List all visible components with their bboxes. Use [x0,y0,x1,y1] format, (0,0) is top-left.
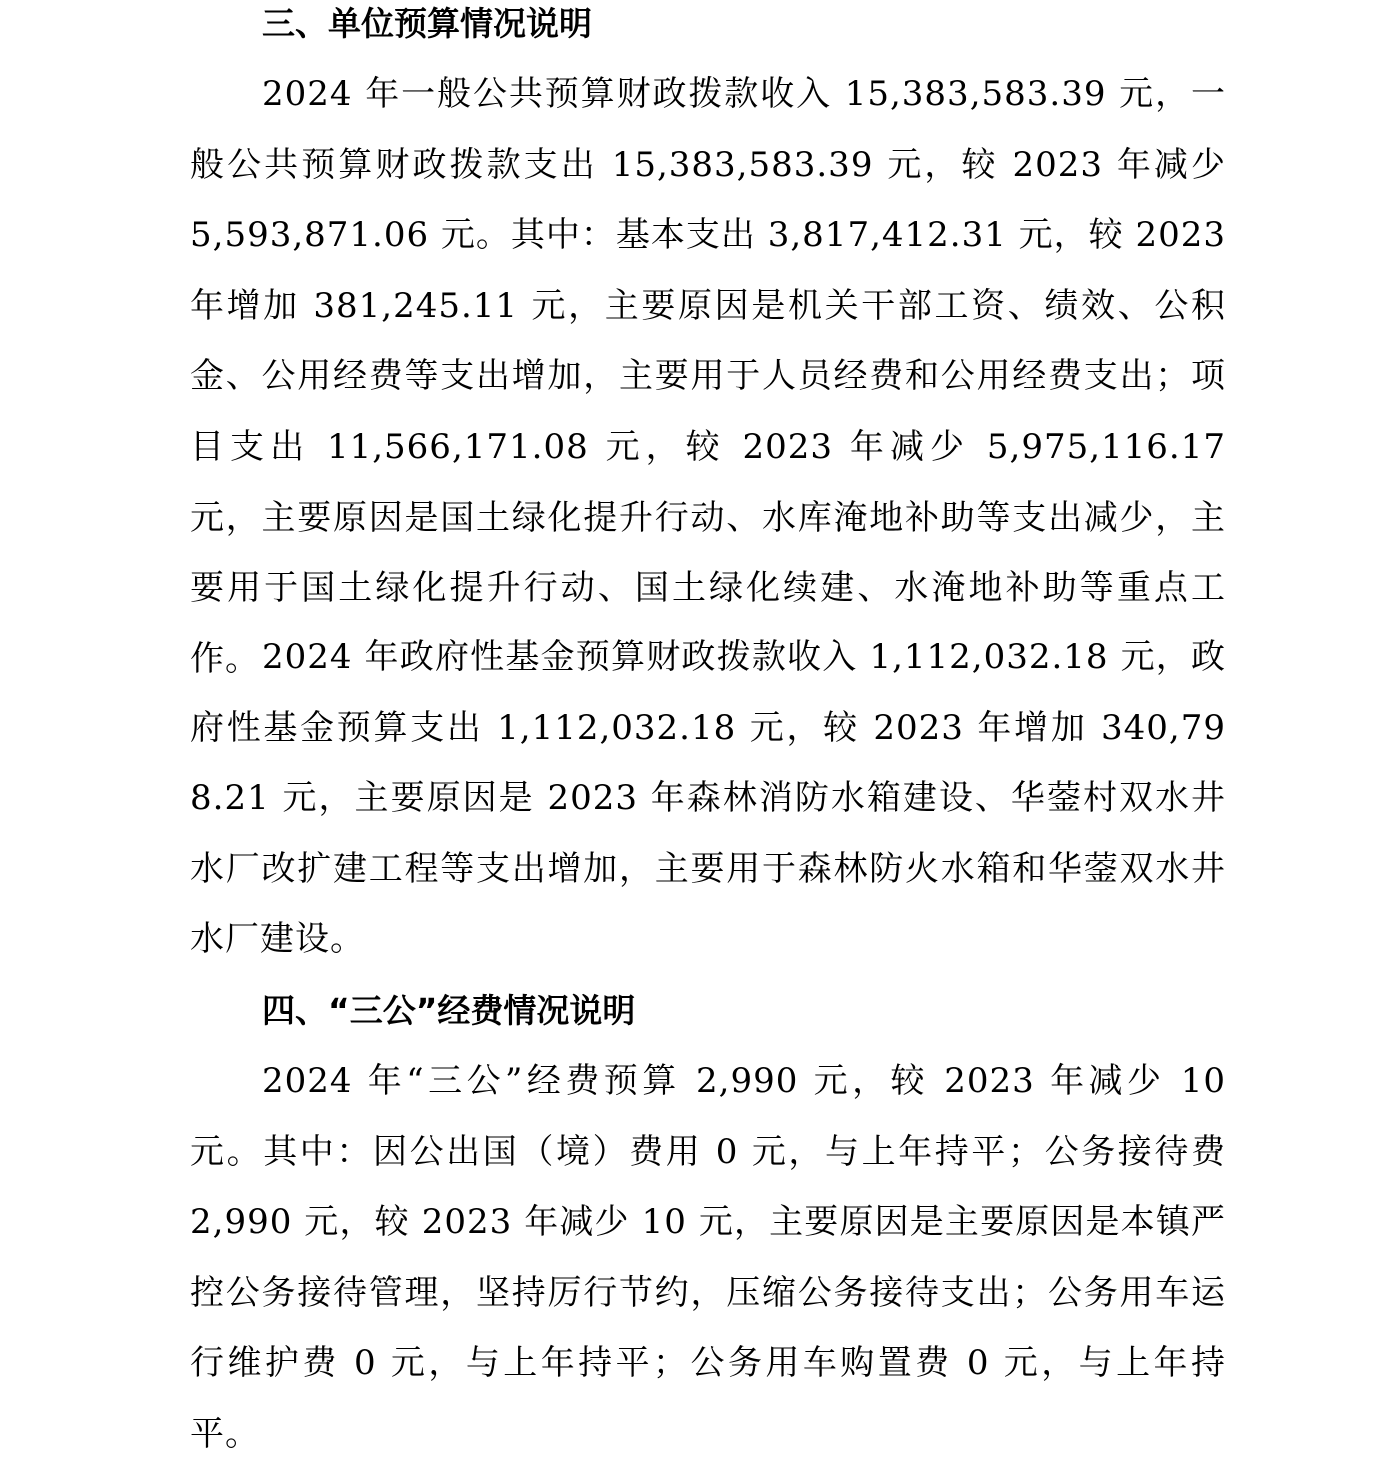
three-public-expenses-paragraph: 2024 年“三公”经费预算 2,990 元，较 2023 年减少 10 元。其中：因公出国（境）费用 0 元，与上年持平；公务接待费 2,990 元，较 2023 年减少 10 元，主要原因是主要原因是本镇严控公务接待管理，坚持厉行节约，压缩公务接待支出；公务用车运行维护费 0 元，与上年持平；公务用车购置费 0 元，与上年持平。 [190,1061,1226,1454]
section-four-heading: 四、“三公”经费情况说明 [262,991,636,1030]
government-fund-paragraph: 2024 年政府性基金预算财政拨款收入 1,112,032.18 元，政府性基金预算支出 1,112,032.18 元，较 2023 年增加 340,798.21 元，主要原因是 2023 年森林消防水箱建设、华蓥村双水井水厂改扩建工程等支出增加，主要用于森林防火水箱和华蓥双水井水厂建设。 [190,637,1226,960]
section-three-heading: 三、单位预算情况说明 [262,4,592,43]
general-budget-paragraph: 2024 年一般公共预算财政拨款收入 15,383,583.39 元，一般公共预算财政拨款支出 15,383,583.39 元，较 2023 年减少 5,593,871.06 元。其中：基本支出 3,817,412.31 元，较 2023 年增加 381,245.11 元，主要原因是机关干部工资、绩效、公积金、公用经费等支出增加，主要用于人员经费和公用经费支出；项目支出 11,566,171.08 元，较 2023 年减少 5,975,116.17 元，主要原因是国土绿化提升行动、水库淹地补助等支出减少，主要用于国土绿化提升行动、国土绿化续建、水淹地补助等重点工作。 [190,74,1226,679]
